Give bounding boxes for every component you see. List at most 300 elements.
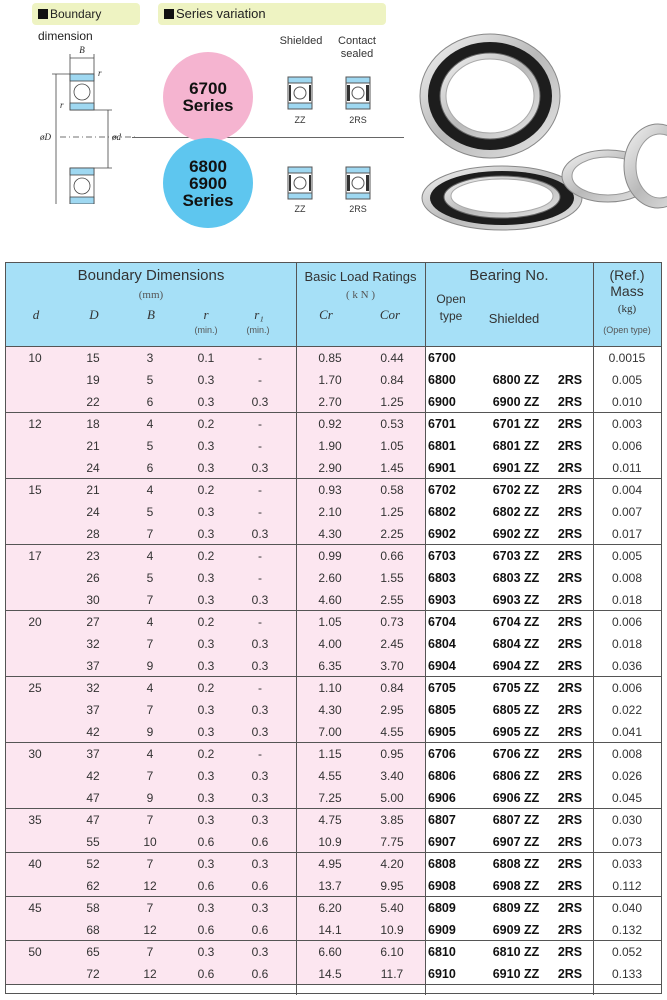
cell-r1: 0.3 (251, 769, 269, 783)
cell-d: 42 (86, 725, 100, 739)
cell-d: 32 (86, 637, 100, 651)
header-r1: r₁ (254, 307, 264, 322)
bearing-spec-table (5, 262, 662, 994)
diagram-label-r-side: r (60, 100, 64, 110)
cell-open: 6907 (428, 835, 456, 849)
cell-d: 50 (28, 945, 42, 959)
cell-mass: 0.018 (611, 637, 643, 651)
cell-sealed: 2RS (557, 681, 583, 695)
cell-shielded: 6706 ZZ (492, 747, 540, 761)
cell-b: 7 (146, 901, 154, 915)
cell-cor: 3.70 (380, 659, 404, 673)
cell-sealed: 2RS (557, 857, 583, 871)
cell-sealed: 2RS (557, 527, 583, 541)
table-row (6, 545, 661, 567)
cell-b: 7 (146, 527, 154, 541)
cell-d: 72 (86, 967, 100, 981)
contact-sealed-heading: Contact sealed (338, 35, 376, 60)
cell-mass: 0.132 (611, 923, 643, 937)
divider (593, 263, 594, 995)
cell-shielded: 6703 ZZ (492, 549, 540, 563)
cell-cr: 1.70 (318, 373, 342, 387)
table-row (6, 567, 661, 589)
table-row (6, 875, 661, 897)
header-D: D (89, 307, 99, 322)
cell-r1: 0.3 (251, 791, 269, 805)
cell-shielded: 6802 ZZ (492, 505, 540, 519)
cell-r1: 0.3 (251, 857, 269, 871)
cell-d: 37 (86, 659, 100, 673)
cell-shielded: 6801 ZZ (492, 439, 540, 453)
cell-mass: 0.040 (611, 901, 643, 915)
cell-b: 10 (143, 835, 157, 849)
cell-mass: 0.030 (611, 813, 643, 827)
cell-open: 6905 (428, 725, 456, 739)
cell-r: 0.2 (197, 681, 215, 695)
cell-d: 40 (28, 857, 42, 871)
cell-open: 6809 (428, 901, 456, 915)
cell-d: 21 (86, 439, 100, 453)
cell-open: 6706 (428, 747, 456, 761)
cell-r1: 0.3 (251, 395, 269, 409)
cell-r1: 0.6 (251, 967, 269, 981)
cell-cr: 4.60 (318, 593, 342, 607)
cell-d: 18 (86, 417, 100, 431)
cell-mass: 0.007 (611, 505, 643, 519)
table-row (6, 853, 661, 875)
cell-mass: 0.052 (611, 945, 643, 959)
cell-r1: 0.3 (251, 527, 269, 541)
cell-cr: 7.25 (318, 791, 342, 805)
cell-sealed: 2RS (557, 417, 583, 431)
cell-sealed: 2RS (557, 505, 583, 519)
cell-shielded: 6903 ZZ (492, 593, 540, 607)
cell-sealed: 2RS (557, 923, 583, 937)
cell-d: 17 (28, 549, 42, 563)
cell-cr: 4.30 (318, 527, 342, 541)
cell-b: 4 (146, 747, 154, 761)
cell-open: 6810 (428, 945, 456, 959)
cell-r: 0.3 (197, 593, 215, 607)
cell-cor: 0.66 (380, 549, 404, 563)
cell-r1: - (258, 505, 262, 519)
cell-r1: - (258, 351, 262, 365)
cell-shielded: 6807 ZZ (492, 813, 540, 827)
cell-r1: 0.6 (251, 879, 269, 893)
cell-r: 0.3 (197, 813, 215, 827)
cell-cor: 0.58 (380, 483, 404, 497)
2rs-bearing-icon (345, 166, 371, 200)
cell-r1: 0.6 (251, 923, 269, 937)
table-row (6, 655, 661, 677)
cell-r: 0.2 (197, 747, 215, 761)
table-row (6, 633, 661, 655)
cell-cor: 0.95 (380, 747, 404, 761)
cell-shielded: 6909 ZZ (492, 923, 540, 937)
header-bearing-no: Bearing No. (469, 267, 549, 284)
cell-b: 3 (146, 351, 154, 365)
cell-cr: 2.60 (318, 571, 342, 585)
table-row (6, 369, 661, 391)
zz-bearing-icon (287, 166, 313, 200)
row-group (6, 743, 661, 809)
cell-sealed: 2RS (557, 637, 583, 651)
cell-r1: 0.3 (251, 725, 269, 739)
zz-label: ZZ (294, 115, 306, 125)
cell-r: 0.3 (197, 725, 215, 739)
cell-r1: 0.3 (251, 945, 269, 959)
header-mass-unit: (kg) (617, 303, 637, 315)
boundary-dimension-label: Boundary dimension (32, 3, 140, 25)
cell-shielded: 6806 ZZ (492, 769, 540, 783)
header-open-type: Open type (436, 292, 466, 323)
cell-cr: 4.30 (318, 703, 342, 717)
cell-r1: 0.3 (251, 901, 269, 915)
cell-open: 6900 (428, 395, 456, 409)
table-row (6, 963, 661, 985)
cell-open: 6906 (428, 791, 456, 805)
cell-sealed: 2RS (557, 483, 583, 497)
cell-b: 9 (146, 659, 154, 673)
cell-cr: 10.9 (318, 835, 342, 849)
cell-sealed: 2RS (557, 879, 583, 893)
cell-mass: 0.017 (611, 527, 643, 541)
cell-d: 15 (86, 351, 100, 365)
cell-b: 5 (146, 505, 154, 519)
cell-sealed: 2RS (557, 835, 583, 849)
row-group (6, 611, 661, 677)
cell-shielded: 6803 ZZ (492, 571, 540, 585)
cell-d: 22 (86, 395, 100, 409)
cell-b: 6 (146, 461, 154, 475)
cell-r1: 0.3 (251, 637, 269, 651)
cell-cor: 3.85 (380, 813, 404, 827)
cell-b: 4 (146, 549, 154, 563)
cell-open: 6701 (428, 417, 456, 431)
2rs-label: 2RS (349, 115, 367, 125)
divider (296, 263, 297, 995)
row-group (6, 413, 661, 479)
cell-r1: - (258, 439, 262, 453)
cell-r: 0.3 (197, 373, 215, 387)
cell-r1: 0.6 (251, 835, 269, 849)
cell-sealed: 2RS (557, 747, 583, 761)
table-row (6, 699, 661, 721)
cell-open: 6904 (428, 659, 456, 673)
cell-cr: 1.90 (318, 439, 342, 453)
diagram-label-B: B (79, 45, 85, 55)
cell-shielded: 6908 ZZ (492, 879, 540, 893)
zz-label: ZZ (294, 204, 306, 214)
cell-sealed: 2RS (557, 703, 583, 717)
cell-sealed: 2RS (557, 571, 583, 585)
series-6700-circle: 6700 Series (163, 52, 253, 142)
header-open-type-note: (Open type) (603, 325, 651, 335)
cell-cor: 1.05 (380, 439, 404, 453)
cell-open: 6804 (428, 637, 456, 651)
cell-r: 0.6 (197, 967, 215, 981)
diagram-label-r-top: r (98, 68, 102, 78)
cell-cor: 1.25 (380, 505, 404, 519)
cell-r: 0.3 (197, 505, 215, 519)
diagram-label-d: ød (112, 132, 121, 142)
cell-r: 0.2 (197, 615, 215, 629)
cell-cr: 0.92 (318, 417, 342, 431)
cell-sealed: 2RS (557, 769, 583, 783)
row-group (6, 347, 661, 413)
cell-r: 0.3 (197, 527, 215, 541)
cell-shielded: 6702 ZZ (492, 483, 540, 497)
cell-d: 52 (86, 857, 100, 871)
cell-mass: 0.033 (611, 857, 643, 871)
cell-b: 5 (146, 571, 154, 585)
table-row (6, 831, 661, 853)
cell-b: 7 (146, 637, 154, 651)
cell-d: 15 (28, 483, 42, 497)
cell-b: 4 (146, 615, 154, 629)
cell-d: 68 (86, 923, 100, 937)
cell-cor: 0.73 (380, 615, 404, 629)
cell-r: 0.3 (197, 439, 215, 453)
cell-shielded: 6701 ZZ (492, 417, 540, 431)
cell-open: 6808 (428, 857, 456, 871)
cell-open: 6800 (428, 373, 456, 387)
cell-shielded: 6906 ZZ (492, 791, 540, 805)
cell-open: 6908 (428, 879, 456, 893)
row-group (6, 677, 661, 743)
cell-d: 42 (86, 769, 100, 783)
cell-r1: - (258, 681, 262, 695)
cell-r: 0.6 (197, 923, 215, 937)
cell-r1: - (258, 571, 262, 585)
cell-d: 23 (86, 549, 100, 563)
cell-b: 7 (146, 857, 154, 871)
cell-cr: 6.35 (318, 659, 342, 673)
cell-cor: 2.25 (380, 527, 404, 541)
cell-open: 6903 (428, 593, 456, 607)
cell-open: 6910 (428, 967, 456, 981)
cell-d: 21 (86, 483, 100, 497)
cell-r: 0.3 (197, 769, 215, 783)
cell-d: 26 (86, 571, 100, 585)
cell-cr: 4.00 (318, 637, 342, 651)
cell-d: 24 (86, 461, 100, 475)
cell-mass: 0.0015 (608, 351, 646, 365)
cell-mass: 0.010 (611, 395, 643, 409)
cell-d: 37 (86, 703, 100, 717)
table-row (6, 941, 661, 963)
cell-b: 7 (146, 593, 154, 607)
table-row (6, 611, 661, 633)
table-row (6, 391, 661, 413)
cell-mass: 0.026 (611, 769, 643, 783)
table-row (6, 677, 661, 699)
cell-cr: 14.5 (318, 967, 342, 981)
cell-cr: 0.85 (318, 351, 342, 365)
cell-r: 0.3 (197, 637, 215, 651)
cell-d: 28 (86, 527, 100, 541)
header-Cr: Cr (319, 307, 333, 322)
table-row (6, 897, 661, 919)
header-load-unit: ( k N ) (345, 289, 376, 301)
cell-d: 32 (86, 681, 100, 695)
cell-sealed: 2RS (557, 395, 583, 409)
cell-sealed: 2RS (557, 791, 583, 805)
header-boundary-unit: (mm) (138, 289, 164, 301)
cell-cor: 11.7 (380, 967, 404, 981)
cell-shielded: 6900 ZZ (492, 395, 540, 409)
cell-sealed: 2RS (557, 439, 583, 453)
cell-cor: 0.84 (380, 681, 404, 695)
cell-r: 0.3 (197, 857, 215, 871)
cell-r: 0.3 (197, 571, 215, 585)
cell-shielded: 6810 ZZ (492, 945, 540, 959)
cell-d: 30 (86, 593, 100, 607)
cell-sealed: 2RS (557, 967, 583, 981)
table-row (6, 479, 661, 501)
cell-cor: 2.45 (380, 637, 404, 651)
cell-cor: 1.55 (380, 571, 404, 585)
zz-bearing-icon (287, 76, 313, 110)
cell-r1: - (258, 615, 262, 629)
cell-d: 35 (28, 813, 42, 827)
cell-mass: 0.045 (611, 791, 643, 805)
cell-r: 0.1 (197, 351, 215, 365)
cell-d: 58 (86, 901, 100, 915)
bearing-product-photo (412, 28, 667, 238)
cell-d: 47 (86, 791, 100, 805)
separator-line (132, 137, 404, 138)
row-group (6, 941, 661, 985)
cell-open: 6901 (428, 461, 456, 475)
cell-sealed: 2RS (557, 593, 583, 607)
cell-cor: 6.10 (380, 945, 404, 959)
cell-b: 5 (146, 373, 154, 387)
cell-b: 12 (143, 967, 157, 981)
cell-b: 9 (146, 791, 154, 805)
cell-r1: - (258, 417, 262, 431)
cell-mass: 0.004 (611, 483, 643, 497)
table-body (6, 347, 661, 993)
cell-b: 4 (146, 483, 154, 497)
cell-open: 6802 (428, 505, 456, 519)
cell-mass: 0.006 (611, 681, 643, 695)
cell-b: 7 (146, 813, 154, 827)
cell-cr: 6.20 (318, 901, 342, 915)
cell-r: 0.3 (197, 395, 215, 409)
shielded-heading: Shielded (279, 35, 323, 47)
cell-b: 5 (146, 439, 154, 453)
cell-cor: 1.25 (380, 395, 404, 409)
cell-cor: 3.40 (380, 769, 404, 783)
cell-b: 12 (143, 879, 157, 893)
cell-open: 6909 (428, 923, 456, 937)
cell-shielded: 6902 ZZ (492, 527, 540, 541)
cell-cor: 9.95 (380, 879, 404, 893)
cell-cr: 1.10 (318, 681, 342, 695)
cell-cr: 2.90 (318, 461, 342, 475)
cell-cor: 1.45 (380, 461, 404, 475)
table-row (6, 787, 661, 809)
cell-d: 30 (28, 747, 42, 761)
bearing-cross-section-diagram (38, 44, 138, 204)
cell-cor: 0.53 (380, 417, 404, 431)
cell-cr: 2.70 (318, 395, 342, 409)
table-row (6, 523, 661, 545)
2rs-label: 2RS (349, 204, 367, 214)
cell-d: 47 (86, 813, 100, 827)
cell-mass: 0.112 (612, 879, 642, 893)
table-row (6, 457, 661, 479)
cell-shielded: 6805 ZZ (492, 703, 540, 717)
cell-r: 0.2 (197, 549, 215, 563)
cell-cr: 6.60 (318, 945, 342, 959)
header-B: B (147, 307, 155, 322)
cell-d: 25 (28, 681, 42, 695)
cell-cr: 0.93 (318, 483, 342, 497)
black-square-icon (164, 9, 174, 19)
cell-cr: 4.55 (318, 769, 342, 783)
black-square-icon (38, 9, 48, 19)
cell-b: 12 (143, 923, 157, 937)
cell-mass: 0.011 (612, 461, 642, 475)
cell-r: 0.3 (197, 945, 215, 959)
cell-open: 6807 (428, 813, 456, 827)
table-row (6, 589, 661, 611)
cell-cr: 4.75 (318, 813, 342, 827)
header-r1-min: (min.) (246, 325, 270, 335)
cell-mass: 0.041 (611, 725, 643, 739)
cell-mass: 0.006 (611, 439, 643, 453)
cell-mass: 0.073 (611, 835, 643, 849)
cell-r1: - (258, 483, 262, 497)
cell-cr: 13.7 (318, 879, 342, 893)
cell-cr: 2.10 (318, 505, 342, 519)
2rs-bearing-icon (345, 76, 371, 110)
cell-shielded: 6808 ZZ (492, 857, 540, 871)
table-row (6, 743, 661, 765)
cell-cor: 0.44 (380, 351, 404, 365)
cell-d: 12 (28, 417, 42, 431)
cell-r: 0.3 (197, 659, 215, 673)
table-row (6, 765, 661, 787)
header-r-min: (min.) (194, 325, 218, 335)
header-boundary-dimensions: Boundary Dimensions (77, 267, 225, 284)
top-section (0, 0, 667, 262)
row-group (6, 809, 661, 853)
cell-d: 55 (86, 835, 100, 849)
row-group (6, 853, 661, 897)
cell-shielded: 6809 ZZ (492, 901, 540, 915)
cell-d: 65 (86, 945, 100, 959)
cell-open: 6703 (428, 549, 456, 563)
header-mass: (Ref.) Mass (609, 267, 645, 299)
diagram-label-D: øD (40, 132, 51, 142)
header-basic-load-ratings: Basic Load Ratings (304, 269, 417, 284)
cell-shielded: 6800 ZZ (492, 373, 540, 387)
cell-cor: 7.75 (380, 835, 404, 849)
cell-cor: 4.20 (380, 857, 404, 871)
cell-r1: 0.3 (251, 593, 269, 607)
cell-open: 6801 (428, 439, 456, 453)
cell-mass: 0.006 (611, 615, 643, 629)
cell-d: 45 (28, 901, 42, 915)
table-row (6, 413, 661, 435)
header-d: d (32, 307, 40, 322)
cell-mass: 0.133 (611, 967, 643, 981)
cell-cor: 2.55 (380, 593, 404, 607)
cell-mass: 0.005 (611, 373, 643, 387)
